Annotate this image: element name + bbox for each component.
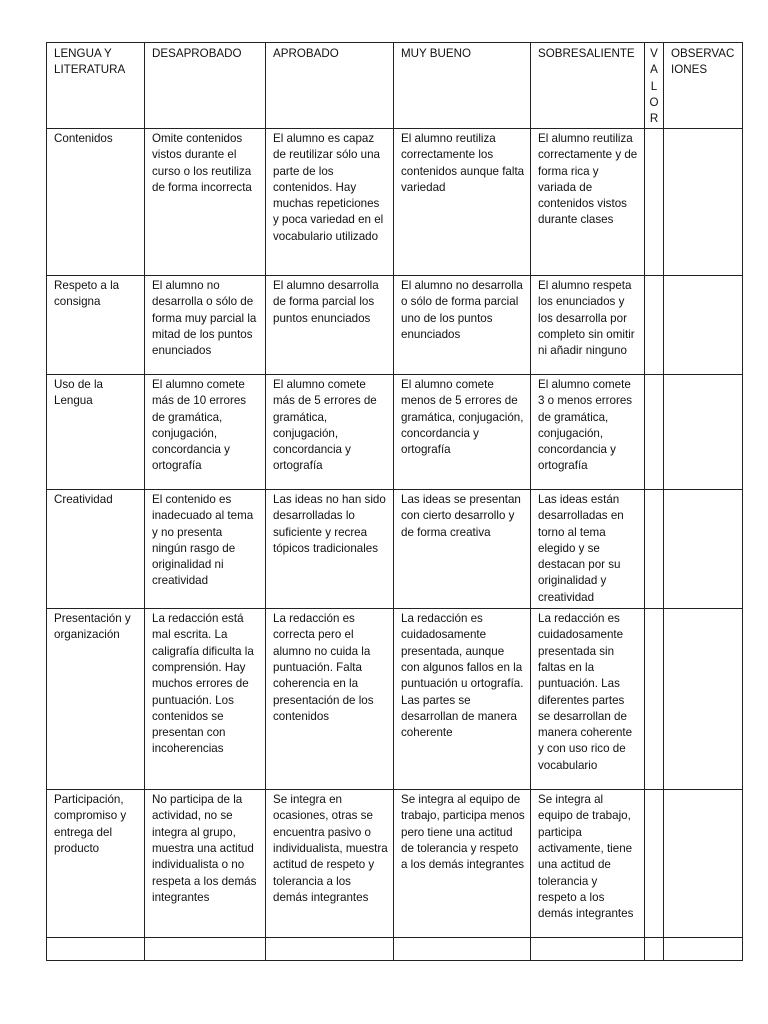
descriptor-cell: Se integra al equipo de trabajo, participa menos pero tiene una actitud de tolerancia y respeto a los demás integrantes [394,790,531,938]
criterion-cell: Respeto a la consigna [47,276,145,375]
criterion-cell: Creatividad [47,490,145,609]
valor-cell[interactable] [645,790,664,938]
header-level-desaprobado: DESAPROBADO [145,43,266,129]
valor-cell[interactable] [645,276,664,375]
descriptor-cell: Omite contenidos vistos durante el curso o los reutiliza de forma incorrecta [145,129,266,276]
descriptor-cell: El alumno desarrolla de forma parcial los puntos enunciados [266,276,394,375]
empty-cell[interactable] [645,938,664,961]
descriptor-cell: El alumno comete más de 10 errores de gramática, conjugación, concordancia y ortografía [145,375,266,490]
valor-cell[interactable] [645,375,664,490]
criterion-cell: Participación, compromiso y entrega del producto [47,790,145,938]
descriptor-cell: El alumno comete 3 o menos errores de gramática, conjugación, concordancia y ortografía [531,375,645,490]
table-row [47,490,743,609]
header-valor: VALOR [649,47,659,126]
descriptor-cell: El alumno es capaz de reutilizar sólo una parte de los contenidos. Hay muchas repeticiones y poca variedad en el vocabulario utilizado [266,129,394,276]
valor-cell[interactable] [645,609,664,790]
valor-cell[interactable] [645,490,664,609]
criterion-cell: Presentación y organización [47,609,145,790]
observaciones-cell[interactable] [664,490,743,609]
table-row [47,129,743,276]
observaciones-cell[interactable] [664,609,743,790]
table-row [47,790,743,938]
criterion-cell: Contenidos [47,129,145,276]
descriptor-cell: Se integra al equipo de trabajo, participa activamente, tiene una actitud de tolerancia y respeto a los demás integrantes [531,790,645,938]
descriptor-cell: El alumno no desarrolla o sólo de forma parcial uno de los puntos enunciados [394,276,531,375]
observaciones-cell[interactable] [664,129,743,276]
descriptor-cell: La redacción es cuidadosamente presentada sin faltas en la puntuación. Las diferentes partes se desarrollan de manera coherente y con uso rico de vocabulario [531,609,645,790]
descriptor-cell: Las ideas están desarrolladas en torno al tema elegido y se destacan por su originalidad y creatividad [531,490,645,609]
descriptor-cell: El alumno respeta los enunciados y los desarrolla por completo sin omitir ni añadir ninguno [531,276,645,375]
header-level-muy-bueno: MUY BUENO [394,43,531,129]
descriptor-cell: Las ideas se presentan con cierto desarrollo y de forma creativa [394,490,531,609]
descriptor-cell: El contenido es inadecuado al tema y no presenta ningún rasgo de originalidad ni creatividad [145,490,266,609]
empty-cell[interactable] [145,938,266,961]
header-level-sobresaliente: SOBRESALIENTE [531,43,645,129]
descriptor-cell: No participa de la actividad, no se integra al grupo, muestra una actitud individualista o no respeta a los demás integrantes [145,790,266,938]
descriptor-cell: La redacción es cuidadosamente presentada, aunque con algunos fallos en la puntuación u ortografía. Las partes se desarrollan de manera coherente [394,609,531,790]
rubric-table [46,42,743,961]
empty-cell[interactable] [394,938,531,961]
header-observaciones: OBSERVACIONES [664,43,743,129]
empty-cell[interactable] [531,938,645,961]
descriptor-cell: El alumno comete más de 5 errores de gramática, conjugación, concordancia y ortografía [266,375,394,490]
descriptor-cell: Las ideas no han sido desarrolladas lo suficiente y recrea tópicos tradicionales [266,490,394,609]
descriptor-cell: El alumno reutiliza correctamente los contenidos aunque falta variedad [394,129,531,276]
descriptor-cell: La redacción está mal escrita. La caligrafía dificulta la comprensión. Hay muchos errores de puntuación. Los contenidos se presentan con incoherencias [145,609,266,790]
criterion-cell: Uso de la Lengua [47,375,145,490]
descriptor-cell: La redacción es correcta pero el alumno no cuida la puntuación. Falta coherencia en la presentación de los contenidos [266,609,394,790]
table-row [47,276,743,375]
descriptor-cell: El alumno comete menos de 5 errores de gramática, conjugación, concordancia y ortografía [394,375,531,490]
valor-cell[interactable] [645,129,664,276]
descriptor-cell: El alumno no desarrolla o sólo de forma muy parcial la mitad de los puntos enunciados [145,276,266,375]
table-row [47,609,743,790]
observaciones-cell[interactable] [664,790,743,938]
descriptor-cell: Se integra en ocasiones, otras se encuentra pasivo o individualista, muestra actitud de respeto y tolerancia a los demás integrantes [266,790,394,938]
observaciones-cell[interactable] [664,375,743,490]
empty-cell[interactable] [664,938,743,961]
empty-cell[interactable] [47,938,145,961]
empty-row [47,938,743,961]
header-row [47,43,743,129]
empty-cell[interactable] [266,938,394,961]
descriptor-cell: El alumno reutiliza correctamente y de forma rica y variada de contenidos vistos durante clases [531,129,645,276]
header-valor-cell [645,43,664,129]
header-area: LENGUA Y LITERATURA [47,43,145,129]
table-row [47,375,743,490]
observaciones-cell[interactable] [664,276,743,375]
header-level-aprobado: APROBADO [266,43,394,129]
